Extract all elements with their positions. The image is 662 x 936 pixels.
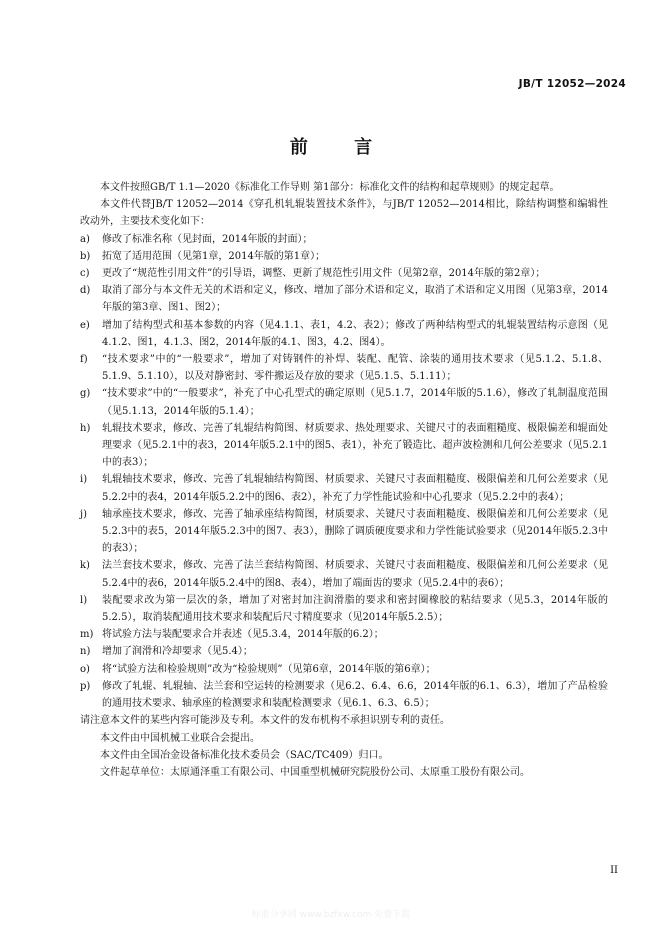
change-item-label: l)	[80, 594, 88, 606]
change-item-text: 增加了结构型式和基本参数的内容（见4.1.1、表1，4.2、表2）；修改了两种结构型式的轧辊装置结构示意图（见4.1.2、图1，4.1.3、图2，2014年版的4.1、图3，4.2、图4）。	[102, 319, 608, 348]
change-item-label: p)	[80, 680, 91, 692]
change-item-label: g)	[80, 388, 91, 400]
change-item	[80, 265, 608, 282]
change-item-text: 轧辊技术要求，修改、完善了轧辊结构简图、材质要求、热处理要求、关键尺寸的表面粗糙度、极限偏差和辊面处理要求（见5.2.1中的表3，2014年版5.2.1中的图5、表1），补充了锻造比、超声波检测和几何公差要求（见5.2.1中的表3）；	[102, 422, 608, 469]
change-item	[80, 678, 608, 712]
change-item	[80, 317, 608, 351]
change-item-label: b)	[80, 250, 91, 262]
change-item	[80, 351, 608, 385]
change-item	[80, 420, 608, 472]
change-item-label: j)	[80, 508, 88, 520]
change-item-label: o)	[80, 663, 90, 675]
change-item-label: f)	[80, 354, 88, 366]
change-item-text: 轴承座技术要求，修改、完善了轴承座结构简图，材质要求、关键尺寸表面粗糙度、极限偏差和几何公差要求（见5.2.3中的表5，2014年版5.2.3中的图7、表3），删除了调质硬度要求和力学性能试验要求（见2014年版5.2.3中的表3）；	[102, 508, 608, 555]
committee-statement: 本文件由全国冶金设备标准化技术委员会（SAC/TC409）归口。	[100, 749, 389, 761]
change-item-label: m)	[80, 629, 94, 641]
change-item-text: 修改了标准名称（见封面，2014年版的封面）；	[102, 233, 313, 245]
change-item	[80, 661, 608, 678]
change-item-text: 轧辊轴技术要求，修改、完善了轧辊轴结构简图、材质要求、关键尺寸表面粗糙度、极限偏差和几何公差要求（见5.2.2中的表4，2014年版5.2.2中的图6、表2），补充了力学性能试验和中心孔要求（见5.2.2中的表4）；	[102, 474, 608, 503]
drafting-units: 文件起草单位：太原通泽重工有限公司、中国重型机械研究院股份公司、太原重工股份有限公司。	[100, 766, 530, 778]
change-item	[80, 248, 608, 265]
patent-notice: 请注意本文件的某些内容可能涉及专利。本文件的发布机构不承担识别专利的责任。	[80, 715, 450, 727]
change-item	[80, 506, 608, 558]
change-item-label: n)	[80, 646, 91, 658]
watermark-text: 标准分享网 www.bzfxw.com 免费下载	[251, 910, 411, 920]
change-item-label: i)	[80, 474, 88, 486]
intro-paragraph: 本文件代替JB/T 12052—2014《穿孔机轧辊装置技术条件》，与JB/T 12052—2014相比，除结构调整和编辑性改动外，主要技术变化如下：	[80, 199, 608, 228]
change-item-text: 将“试验方法和检验规则”改为“检验规则”（见第6章，2014年版的第6章）；	[102, 663, 436, 675]
page-title: 前 言	[289, 137, 393, 158]
change-item-label: d)	[80, 285, 91, 297]
change-item-text: 修改了轧辊、轧辊轴、法兰套和空运转的检测要求（见6.2、6.4、6.6，2014年版的6.1、6.3），增加了产品检验的通用技术要求、轴承座的检测要求和装配检测要求（见6.1、6.3、6.5）；	[102, 680, 608, 710]
intro-paragraph: 本文件按照GB/T 1.1—2020《标准化工作导则 第1部分：标准化文件的结构和起草规则》的规定起草。	[100, 182, 560, 193]
change-item-text: 更改了“规范性引用文件”的引导语，调整、更新了规范性引用文件（见第2章，2014年版的第2章）；	[102, 268, 546, 280]
page-number: II	[610, 865, 618, 876]
change-item-label: a)	[80, 233, 90, 245]
change-item	[80, 282, 608, 316]
change-item	[80, 471, 608, 505]
change-item	[80, 592, 608, 626]
change-item-text: 法兰套技术要求，修改、完善了法兰套结构简图、材质要求、关键尺寸表面粗糙度、极限偏差和几何公差要求（见5.2.4中的表6，2014年版5.2.4中的图8、表4），增加了端面齿的要求（见5.2.4中的表6）；	[102, 560, 608, 589]
foreword-body	[80, 179, 608, 781]
change-item-text: “技术要求”中的“一般要求”，增加了对铸钢件的补焊、装配、配管、涂装的通用技术要求（见5.1.2、5.1.8、5.1.9、5.1.10），以及对静密封、零件搬运及存放的要求（见5.1.5、5.1.11）；	[102, 354, 608, 383]
change-item-label: c)	[80, 268, 90, 280]
change-item-label: e)	[80, 319, 90, 331]
change-item	[80, 231, 608, 248]
change-item	[80, 385, 608, 419]
change-item-text: 将试验方法与装配要求合并表述（见5.3.4，2014年版的6.2）；	[102, 629, 384, 641]
change-item-label: k)	[80, 560, 90, 572]
change-item-text: 拓宽了适用范围（见第1章，2014年版的第1章）；	[102, 250, 326, 262]
change-item-text: “技术要求”中的“一般要求”，补充了中心孔型式的确定原则（见5.1.7，2014年版的5.1.6），修改了轧制温度范围（见5.1.13，2014年版的5.1.4）；	[102, 388, 608, 417]
change-item	[80, 557, 608, 591]
standard-code: JB/T 12052—2024	[518, 78, 626, 90]
change-item	[80, 626, 608, 643]
proposer-statement: 本文件由中国机械工业联合会提出。	[100, 732, 260, 744]
change-item	[80, 643, 608, 660]
change-item-text: 取消了部分与本文件无关的术语和定义，修改、增加了部分术语和定义，取消了术语和定义用图（见第3章，2014年版的第3章、图1、图2）；	[102, 285, 608, 314]
change-item-label: h)	[80, 422, 91, 434]
change-item-text: 增加了润滑和冷却要求（见5.4）；	[102, 646, 253, 658]
change-item-text: 装配要求改为第一层次的条，增加了对密封加注润滑脂的要求和密封圈橡胶的粘结要求（见5.3，2014年版的5.2.5），取消装配通用技术要求和装配后尺寸精度要求（见2014年版5.2.5）；	[102, 594, 608, 624]
